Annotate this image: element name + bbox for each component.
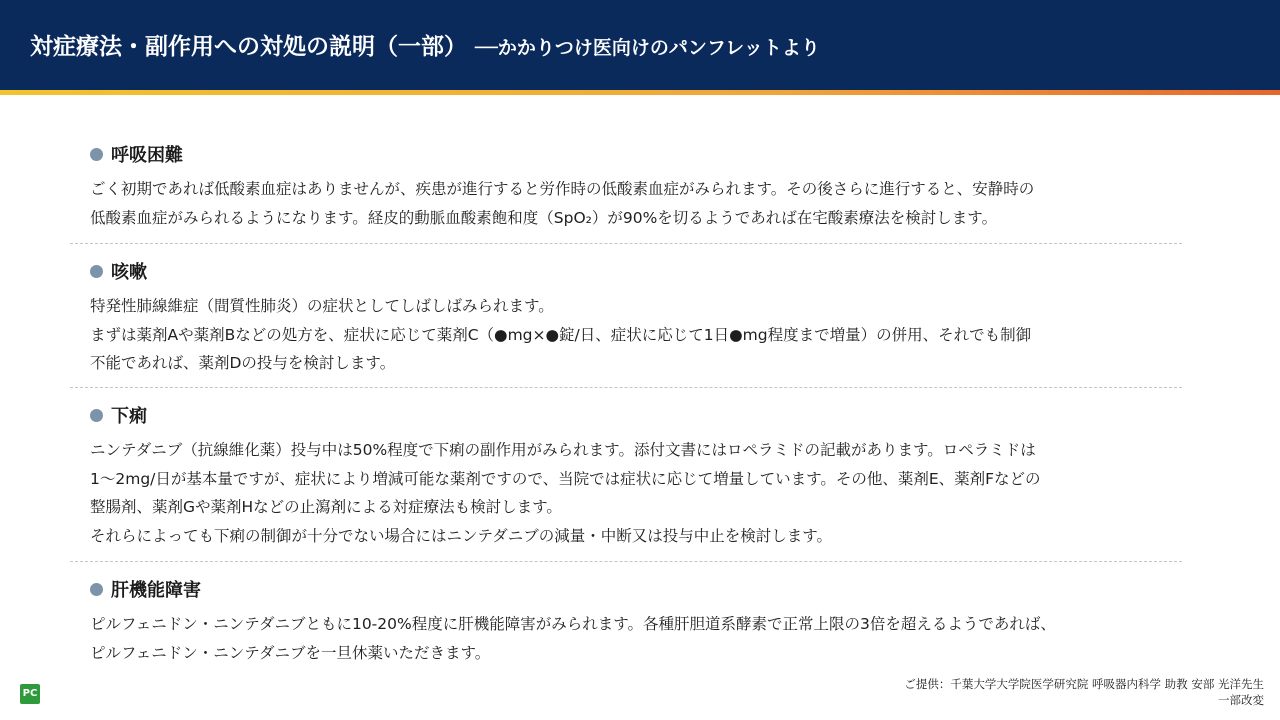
section-title: 呼吸困難	[111, 145, 183, 166]
section-body	[90, 610, 1200, 667]
body-line: 整腸剤、薬剤Gや薬剤Hなどの止瀉剤による対症療法も検討します。	[90, 498, 562, 516]
body-line: ごく初期であれば低酸素血症はありませんが、疾患が進行すると労作時の低酸素血症がみられます。その後さらに進行すると、安静時の	[90, 180, 1035, 198]
bullet-icon	[90, 409, 103, 422]
credit-modified-note: 一部改変	[1218, 693, 1264, 707]
section-diarrhea	[90, 402, 1200, 550]
pc-logo-icon: PC	[20, 684, 40, 704]
section-title: 咳嗽	[111, 262, 147, 283]
section-heading	[90, 402, 1200, 428]
body-line: 1〜2mg/日が基本量ですが、症状により増減可能な薬剤ですので、当院では症状に応じて増量しています。その他、薬剤E、薬剤Fなどの	[90, 469, 1041, 488]
section-breathing	[90, 141, 1200, 232]
title-subtitle: ──かかりつけ医向けのパンフレットより	[475, 37, 820, 59]
body-line: ピルフェニドン・ニンテダニブを一旦休薬いただきます。	[90, 643, 491, 662]
body-line: 不能であれば、薬剤Dの投与を検討します。	[90, 354, 396, 372]
credit-line: ご提供：千葉大学大学院医学研究院 呼吸器内科学 助教 安部 光洋先生	[904, 677, 1264, 691]
bullet-icon	[90, 148, 103, 161]
bullet-icon	[90, 265, 103, 278]
body-line: ニンテダニブ（抗線維化薬）投与中は50%程度で下痢の副作用がみられます。添付文書にはロペラミドの記載があります。ロペラミドは	[90, 441, 1036, 459]
bullet-icon	[90, 583, 103, 596]
body-line: それらによっても下痢の制御が十分でない場合にはニンテダニブの減量・中断又は投与中止を検討します。	[90, 526, 832, 545]
section-title: 肝機能障害	[111, 580, 201, 601]
title-main: 対症療法・副作用への対処の説明（一部）	[30, 34, 467, 60]
header-bar	[0, 0, 1280, 90]
section-title: 下痢	[111, 406, 147, 427]
section-divider	[70, 561, 1182, 562]
section-liver-dysfunction	[90, 576, 1200, 667]
body-line: 低酸素血症がみられるようになります。経皮的動脈血酸素飽和度（SpO₂）が90%を切るようであれば在宅酸素療法を検討します。	[90, 208, 998, 227]
section-cough	[90, 258, 1200, 378]
body-line: まずは薬剤Aや薬剤Bなどの処方を、症状に応じて薬剤C（●mg×●錠/日、症状に応じて1日●mg程度まで増量）の併用、それでも制御	[90, 325, 1032, 344]
section-divider	[70, 387, 1182, 388]
section-body	[90, 175, 1200, 232]
section-body	[90, 292, 1200, 378]
section-heading	[90, 576, 1200, 602]
body-line: ピルフェニドン・ニンテダニブともに10-20%程度に肝機能障害がみられます。各種肝胆道系酵素で正常上限の3倍を超えるようであれば、	[90, 615, 1056, 633]
section-heading	[90, 258, 1200, 284]
section-divider	[70, 243, 1182, 244]
page-title	[30, 31, 820, 63]
body-line: 特発性肺線維症（間質性肺炎）の症状としてしばしばみられます。	[90, 297, 554, 315]
section-heading	[90, 141, 1200, 167]
header-accent-stripe	[0, 90, 1280, 95]
credit-note	[904, 676, 1264, 708]
section-body	[90, 436, 1200, 550]
